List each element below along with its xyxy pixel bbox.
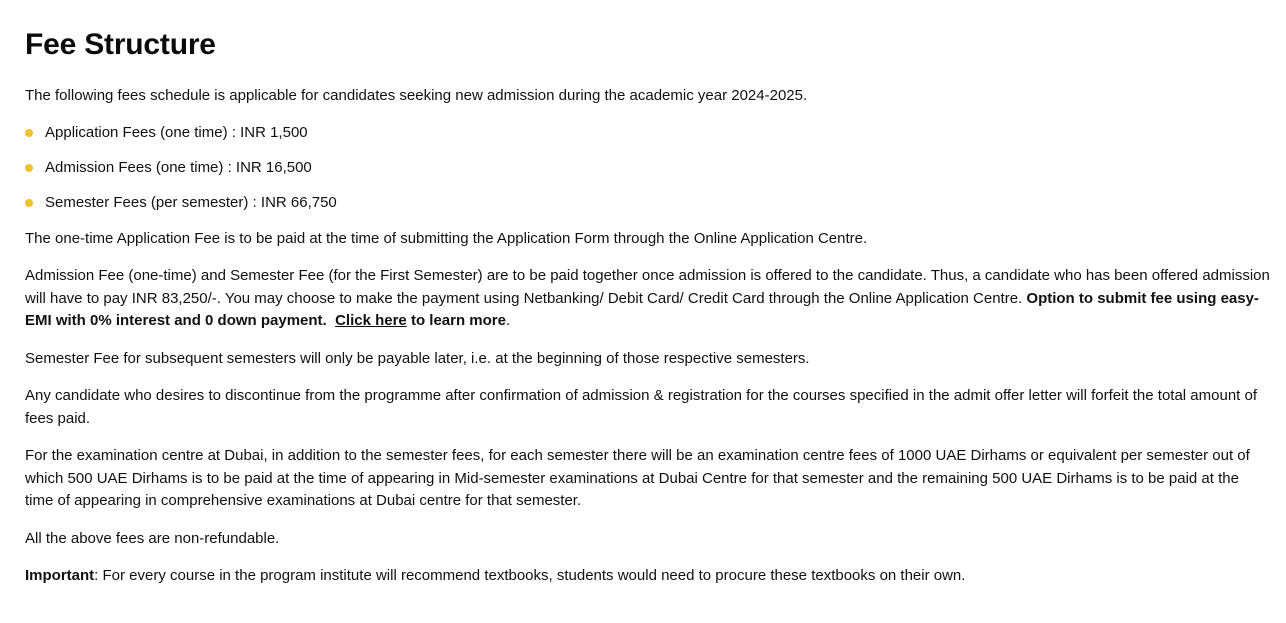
application-fee-paragraph: The one-time Application Fee is to be paid at the time of submitting the Application Form through the Online Application Centre. [25, 230, 868, 247]
bullet-icon [25, 164, 33, 172]
fee-item-text: Application Fees (one time) : INR 1,500 [45, 124, 308, 141]
non-refundable-paragraph: All the above fees are non-refundable. [25, 530, 280, 547]
admission-fee-text: Admission Fee (one-time) and Semester Fee (for the First Semester) are to be paid together once admission is offered to the candidate. Thus, a candidate who has been offered admission will have to pay INR 83,250/-. You may choose to make the payment using Netbanking/ Debit Card/ Credit Card through the Online Application Centre. [25, 267, 1270, 307]
dubai-centre-paragraph: For the examination centre at Dubai, in addition to the semester fees, for each semester there will be an examination centre fees of 1000 UAE Dirhams or equivalent per semester out of which 500 UAE Dirhams is to be paid at the time of appearing in Mid-semester examinations at Dubai Centre for that semester and the remaining 500 UAE Dirhams is to be paid at the time of appearing in comprehensive examinations at Dubai centre for that semester. [25, 447, 1250, 509]
intro-paragraph: The following fees schedule is applicable for candidates seeking new admission during the academic year 2024-2025. [25, 87, 808, 104]
fee-list-item [25, 122, 308, 144]
bullet-icon [25, 129, 33, 137]
important-label: Important [25, 567, 95, 584]
important-note-paragraph [25, 565, 1270, 588]
bullet-icon [25, 199, 33, 207]
important-text: : For every course in the program institute will recommend textbooks, students would need to procure these textbooks on their own. [94, 567, 966, 584]
discontinue-paragraph: Any candidate who desires to discontinue from the programme after confirmation of admission & registration for the courses specified in the admit offer letter will forfeit the total amount of fees paid. [25, 387, 1257, 427]
click-here-link[interactable]: Click here [335, 312, 407, 329]
fee-list-item [25, 157, 312, 179]
fee-list-item [25, 192, 337, 214]
subsequent-semester-paragraph: Semester Fee for subsequent semesters will only be payable later, i.e. at the beginning of those respective semesters. [25, 350, 810, 367]
emi-option-text: Option to submit fee using easy-EMI with 0% interest and 0 down payment. [25, 289, 1259, 329]
sentence-period: . [505, 312, 511, 329]
page-title: Fee Structure [25, 28, 216, 61]
learn-more-text: to learn more [410, 312, 506, 329]
fee-item-text: Semester Fees (per semester) : INR 66,750 [45, 194, 337, 211]
admission-fee-paragraph [25, 265, 1270, 333]
fee-item-text: Admission Fees (one time) : INR 16,500 [45, 159, 312, 176]
